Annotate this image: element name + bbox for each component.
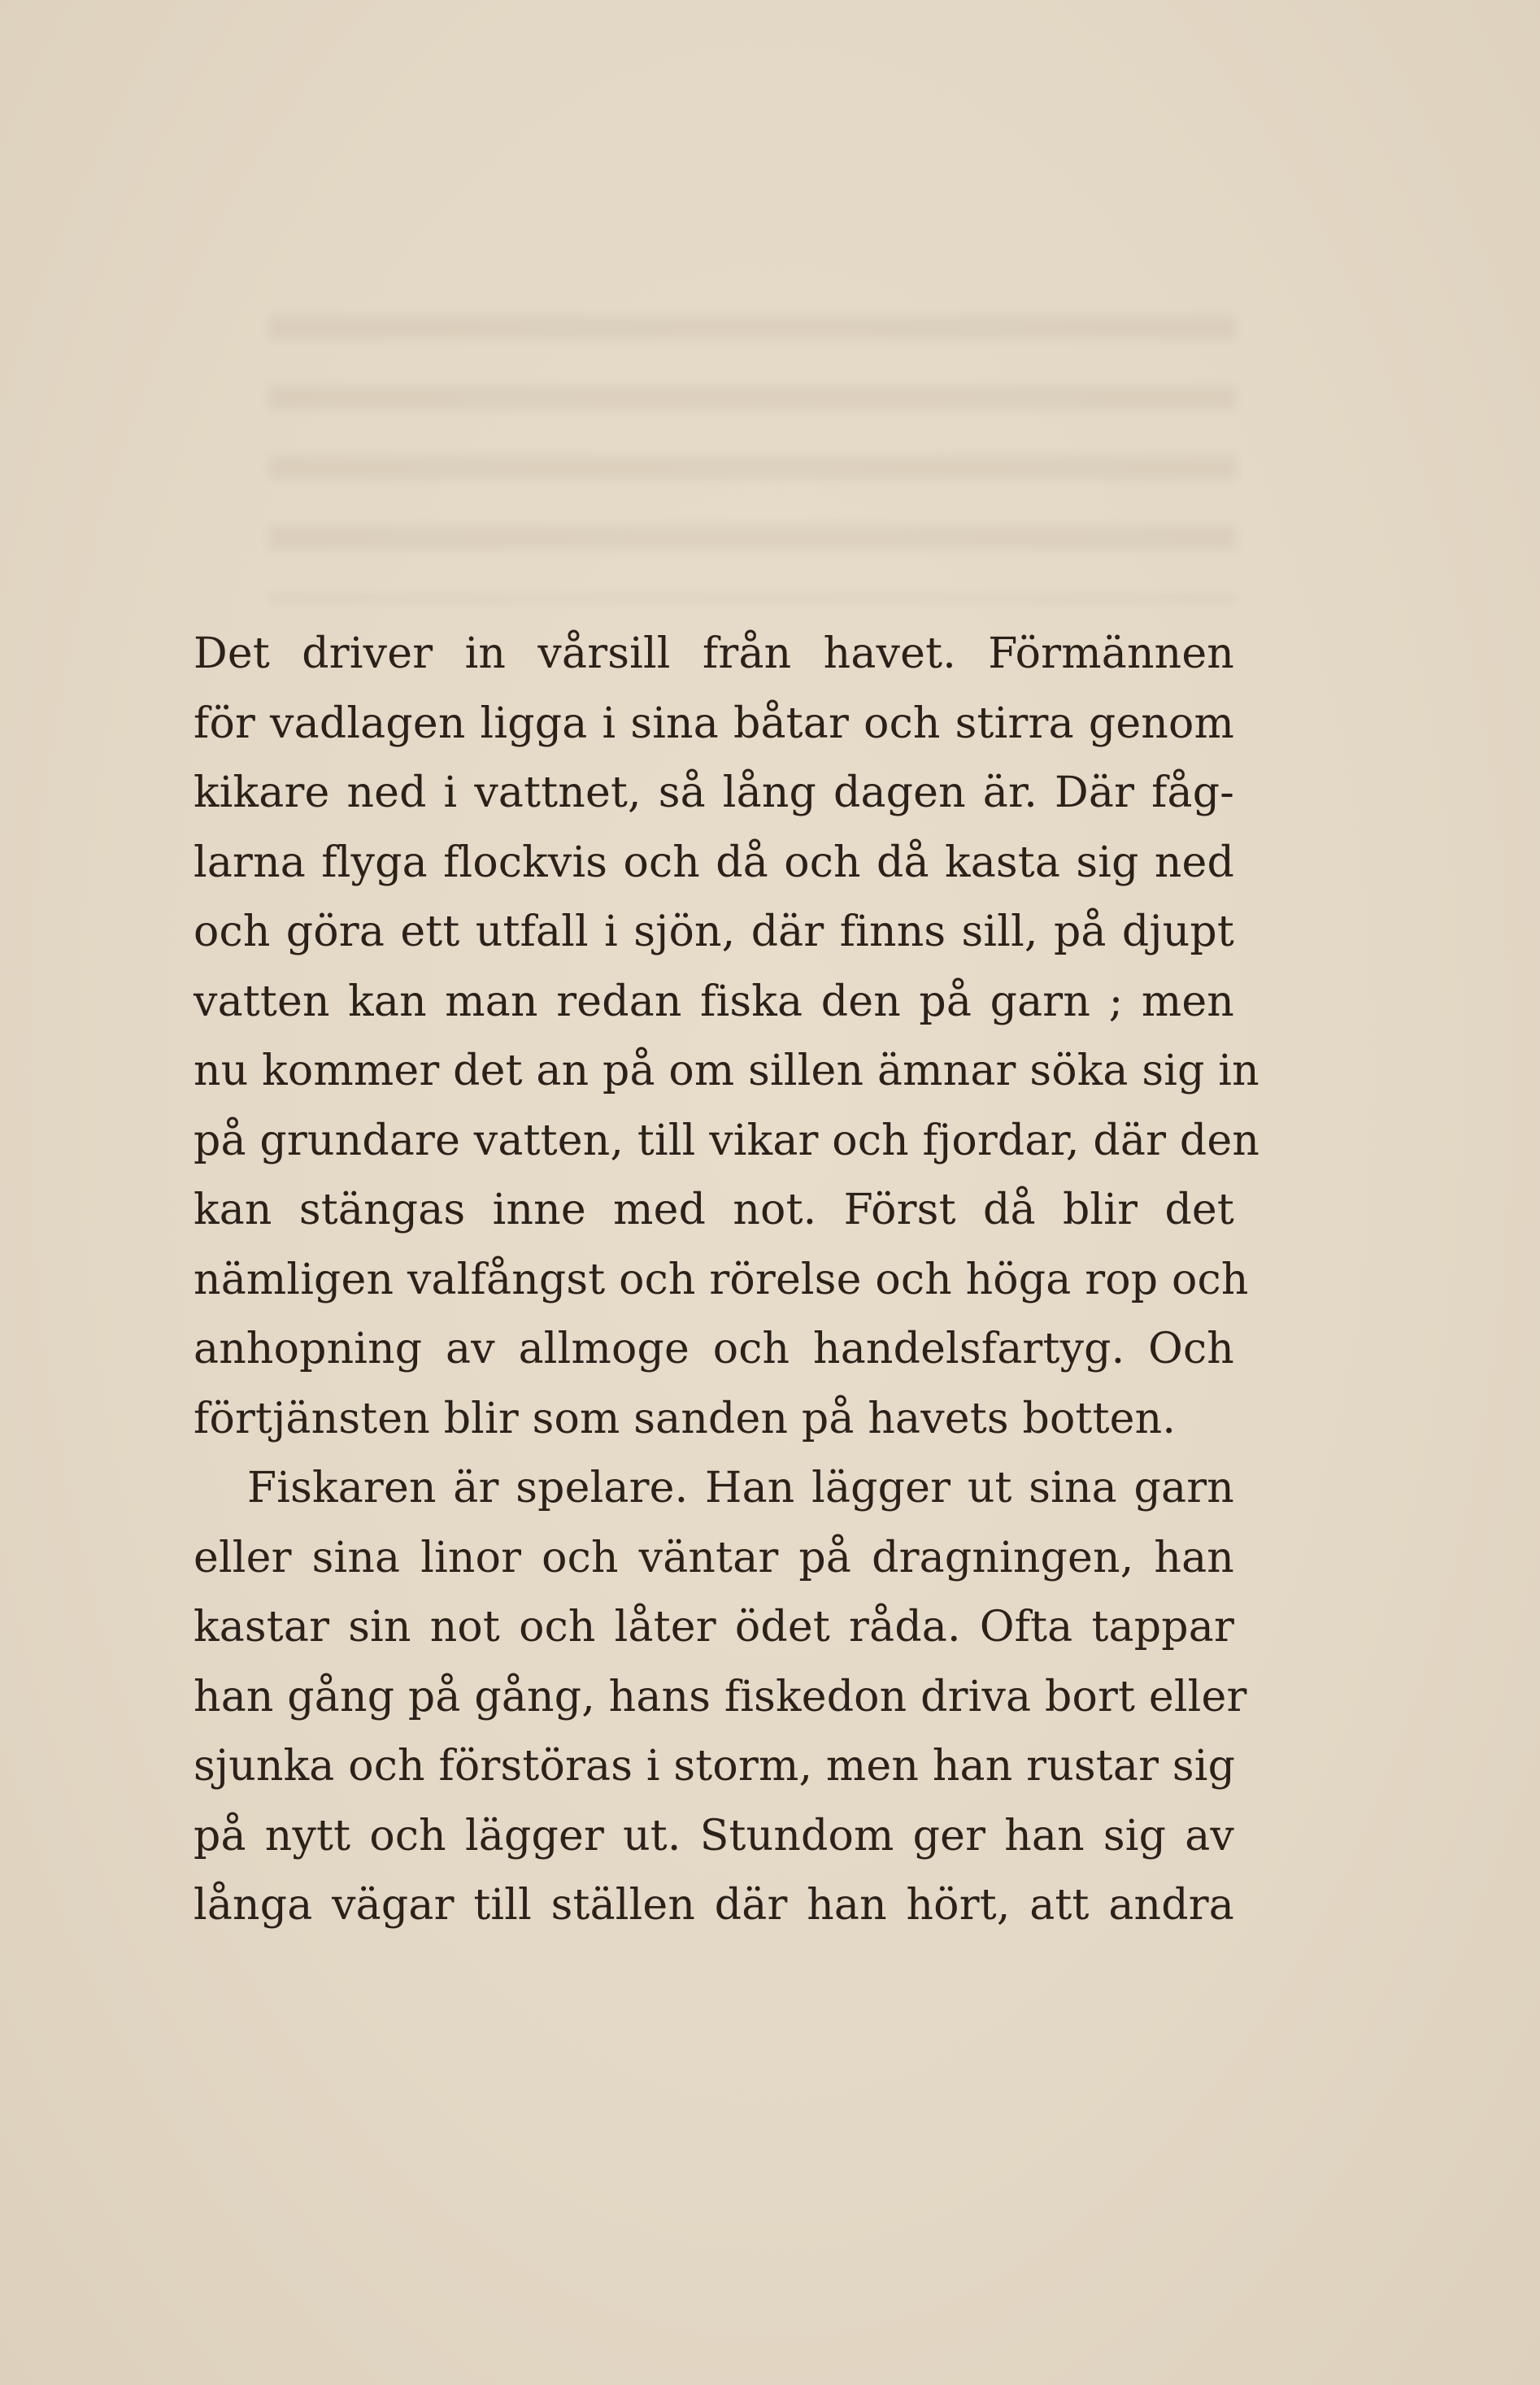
text-line: han gång på gång, hans fiskedon driva bort eller: [194, 1672, 1247, 1721]
body-text: [194, 620, 1260, 1941]
text-line: anhopning av allmoge och handelsfartyg. Och: [194, 1325, 1234, 1373]
text-line: Det driver in vårsill från havet. Förmännen: [194, 629, 1234, 678]
text-line: nu kommer det an på om sillen ämnar söka sig in: [194, 1047, 1259, 1095]
bleed-through-shadow: [268, 276, 1236, 602]
text-line: kastar sin not och låter ödet råda. Ofta tappar: [194, 1603, 1234, 1652]
text-line: och göra ett utfall i sjön, där finns sill, på djupt: [194, 907, 1234, 956]
text-line: förtjänsten blir som sanden på havets botten.: [194, 1394, 1177, 1443]
text-line: på grundare vatten, till vikar och fjordar, där den: [194, 1116, 1260, 1165]
paragraph-1: [194, 620, 1260, 1454]
text-line: långa vägar till ställen där han hört, att andra: [194, 1881, 1234, 1930]
text-line: vatten kan man redan fiska den på garn ; men: [194, 977, 1234, 1026]
text-line: Fiskaren är spelare. Han lägger ut sina garn: [247, 1464, 1234, 1512]
text-line: på nytt och lägger ut. Stundom ger han sig av: [194, 1811, 1234, 1861]
text-line: larna flyga flockvis och då och då kasta sig ned: [194, 838, 1234, 887]
text-line: eller sina linor och väntar på dragningen, han: [194, 1533, 1234, 1582]
text-line: för vadlagen ligga i sina båtar och stirra genom: [194, 699, 1234, 748]
text-line: sjunka och förstöras i storm, men han rustar sig: [194, 1742, 1236, 1791]
paragraph-2: [194, 1454, 1247, 1941]
text-line: kikare ned i vattnet, så lång dagen är. Där fåg-: [194, 768, 1234, 817]
text-line: nämligen valfångst och rörelse och höga rop och: [194, 1255, 1249, 1304]
text-line: kan stängas inne med not. Först då blir det: [194, 1186, 1234, 1234]
